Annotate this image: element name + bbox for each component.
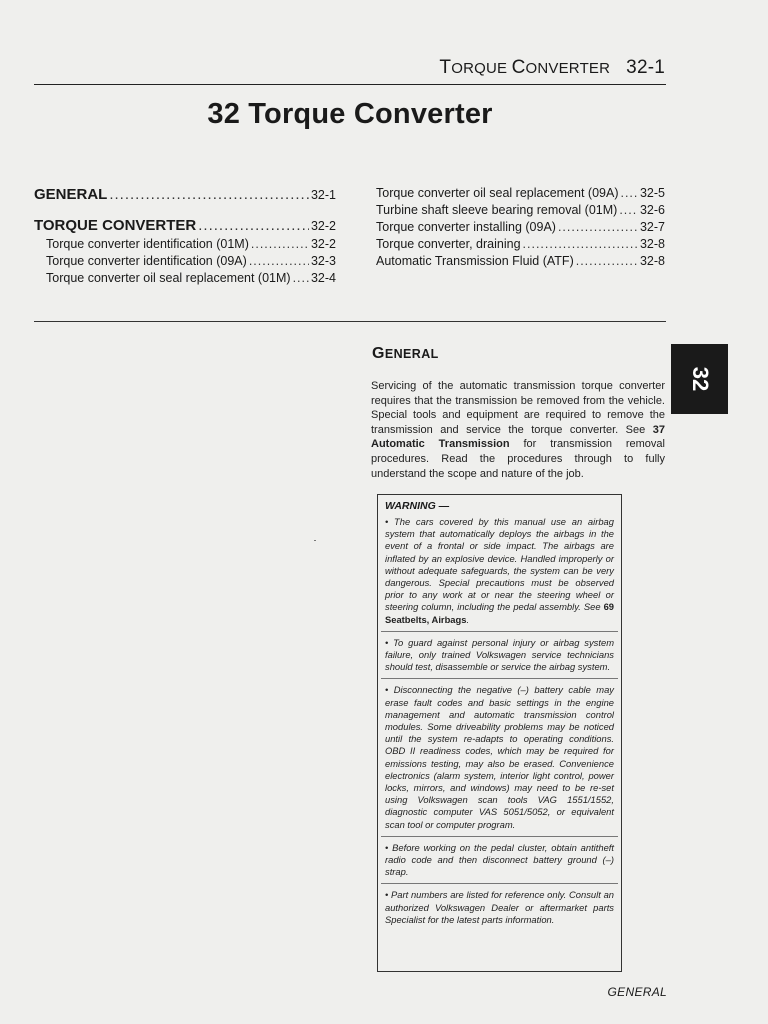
toc-leader-dots <box>620 186 637 200</box>
toc-entry-page: 32-8 <box>639 237 665 251</box>
chapter-title: 32 Torque Converter <box>207 98 493 130</box>
toc-entry-label: Turbine shaft sleeve bearing removal (01M) <box>376 203 618 217</box>
toc-entry-label: Torque converter identification (01M) <box>46 237 249 251</box>
running-title-onverter: ONVERTER <box>525 60 611 77</box>
warning-title: WARNING — <box>385 500 450 512</box>
toc-entry-turbine-shaft[interactable] <box>376 203 665 217</box>
toc-entry-label: GENERAL <box>34 186 108 203</box>
toc-entry-page: 32-2 <box>310 219 336 233</box>
toc-leader-dots <box>249 254 309 268</box>
page-footer: GENERAL <box>607 985 667 999</box>
warning-divider <box>381 836 618 837</box>
section-heading-rest: ENERAL <box>384 347 439 361</box>
toc-entry-identification-09a[interactable] <box>46 254 336 268</box>
section-heading-initial: G <box>372 345 385 362</box>
toc-leader-dots <box>293 271 309 285</box>
toc-entry-label: Torque converter, draining <box>376 237 521 251</box>
running-title-t: T <box>439 57 452 78</box>
toc-entry-label: Automatic Transmission Fluid (ATF) <box>376 254 574 268</box>
toc-entry-draining[interactable] <box>376 237 665 251</box>
scan-speck <box>314 540 316 541</box>
warning-item-text: . <box>466 613 470 625</box>
toc-entry-oil-seal-09a[interactable] <box>376 186 665 200</box>
warning-item-text: • The cars covered by this manual use an airbag system that automatically deploys the airbags in the event of a frontal or side impact. The airbags are inflated by an explosive device. Handled improperly or without adequate safeguards, the system can be very dangerous. Special precautions must be observed prior to any work at or near the steering wheel or steering column, including the pedal assembly. See <box>385 516 614 613</box>
section-heading <box>372 345 439 363</box>
chapter-tab-label: 32 <box>687 366 713 392</box>
section-divider <box>34 321 666 322</box>
page-number: 32-1 <box>626 57 665 78</box>
toc-entry-identification-01m[interactable] <box>46 237 336 251</box>
header-rule <box>34 84 666 85</box>
warning-item-airbag-service: • To guard against personal injury or airbag system failure, only trained Volkswagen service technicians should test, disassemble or service the airbag system. <box>385 636 614 673</box>
toc-leader-dots <box>558 220 638 234</box>
running-title-c: C <box>511 57 526 78</box>
running-header <box>439 57 665 79</box>
warning-divider <box>381 631 618 632</box>
toc-entry-general[interactable] <box>34 186 336 203</box>
toc-entry-page: 32-7 <box>639 220 665 234</box>
toc-entry-page: 32-6 <box>639 203 665 217</box>
warning-item-part-numbers: • Part numbers are listed for reference only. Consult an authorized Volkswagen Dealer or aftermarket parts Specialist for the latest parts information. <box>385 889 614 925</box>
toc-leader-dots <box>576 254 638 268</box>
toc-leader-dots <box>251 237 309 251</box>
toc-entry-label: Torque converter oil seal replacement (09A) <box>376 186 619 200</box>
toc-entry-label: Torque converter installing (09A) <box>376 220 556 234</box>
toc-entry-page: 32-3 <box>310 254 336 268</box>
toc-entry-label: TORQUE CONVERTER <box>34 217 197 234</box>
paragraph-cross-reference[interactable]: 37 Automatic Transmission <box>371 423 665 451</box>
paragraph-text-b: for transmission removal procedures. Read the procedures through to fully understand the scope and nature of the job. <box>371 438 665 480</box>
running-title-orque: ORQUE <box>451 60 512 77</box>
toc-entry-torque-converter[interactable] <box>34 217 336 234</box>
paragraph-text-a: Servicing of the automatic transmission torque converter requires that the transmission be removed from the vehicle. Special tools and equipment are required to remove the transmission and service the torque converter. See <box>371 380 665 436</box>
section-paragraph <box>371 379 665 481</box>
chapter-tab[interactable] <box>671 344 728 414</box>
warning-item-airbag <box>385 516 614 626</box>
warning-divider <box>381 678 618 679</box>
warning-item-pedal-cluster: • Before working on the pedal cluster, obtain antitheft radio code and then disconnect battery ground (–) strap. <box>385 841 614 878</box>
warning-box <box>377 494 622 972</box>
toc-entry-atf[interactable] <box>376 254 665 268</box>
toc-leader-dots <box>523 237 638 251</box>
warning-divider <box>381 883 618 884</box>
toc-entry-page: 32-4 <box>310 271 336 285</box>
toc-entry-label: Torque converter identification (09A) <box>46 254 247 268</box>
toc-entry-page: 32-5 <box>639 186 665 200</box>
toc-leader-dots <box>109 186 309 203</box>
toc-leader-dots <box>198 217 309 234</box>
toc-entry-label: Torque converter oil seal replacement (01M) <box>46 271 291 285</box>
toc-entry-oil-seal-01m[interactable] <box>46 271 336 285</box>
toc-entry-page: 32-1 <box>310 188 336 202</box>
toc-entry-page: 32-8 <box>639 254 665 268</box>
toc-leader-dots <box>619 203 638 217</box>
toc-entry-page: 32-2 <box>310 237 336 251</box>
toc-entry-installing-09a[interactable] <box>376 220 665 234</box>
warning-item-battery: • Disconnecting the negative (–) battery cable may erase fault codes and basic settings in the engine management and automatic transmission control modules. Some driveability problems may be noticed until the system re-adapts to operating conditions. OBD II readiness codes, which may be required for emissions testing, may also be erased. Convenience electronics (alarm system, interior light control, power locks, mirrors, and windows) may need to be re-set using Volkswagen scan tools VAG 1551/1552, diagnostic computer VAS 5051/5052, or equivalent scan tool or computer program. <box>385 684 614 830</box>
warning-cross-reference[interactable]: 69 Seatbelts, Airbags <box>385 601 614 625</box>
